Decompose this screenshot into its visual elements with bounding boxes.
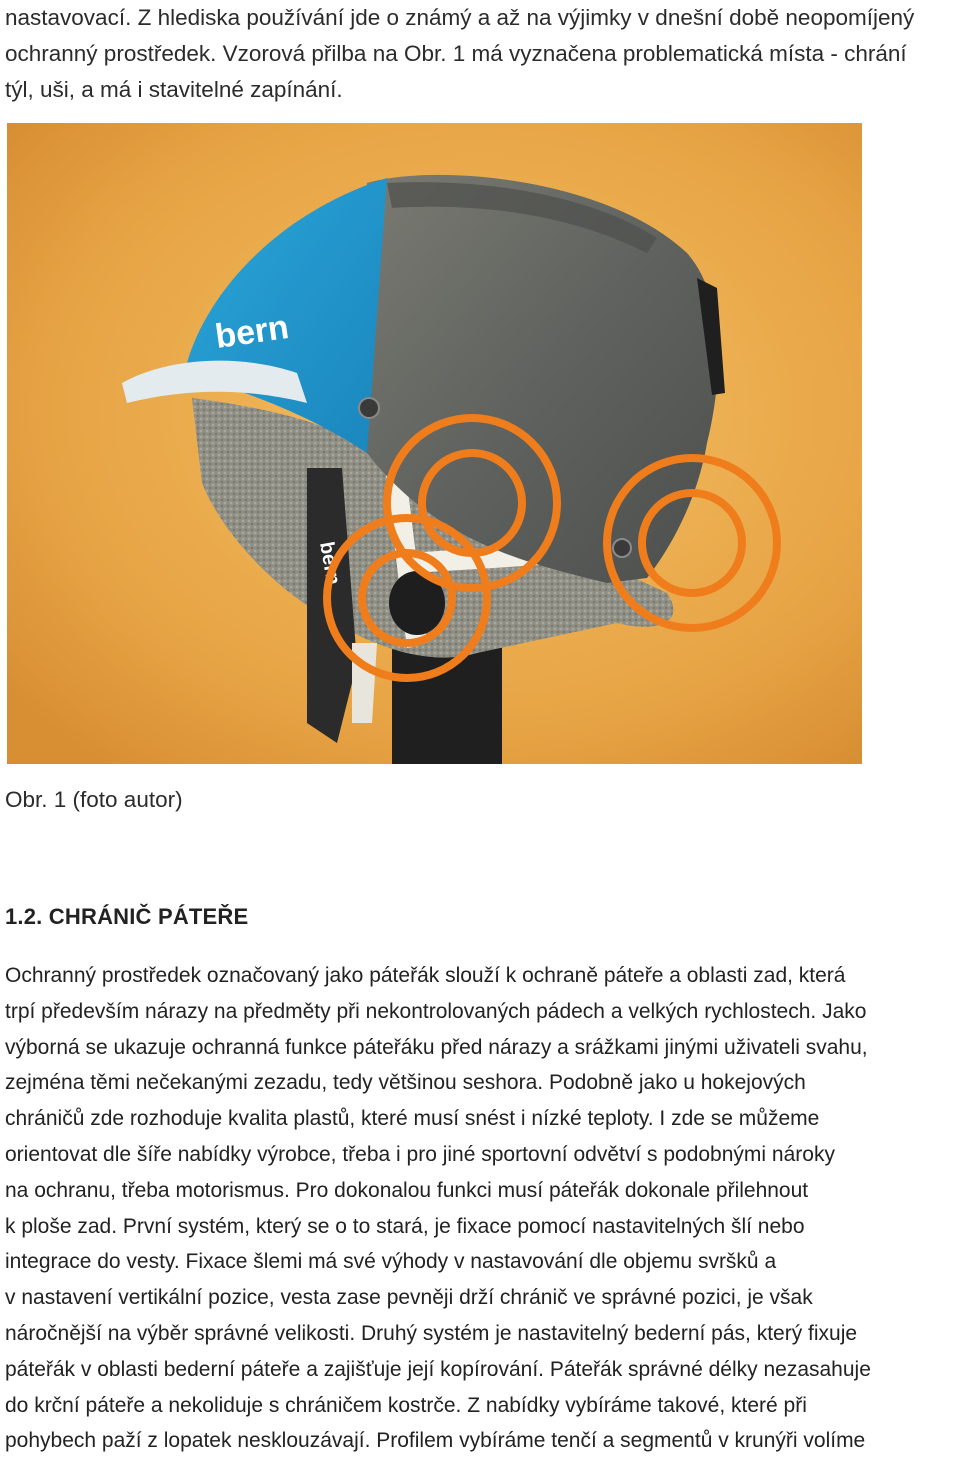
paragraph-line: integrace do vesty. Fixace šlemi má své výhody v nastavování dle objemu svršků a [5, 1250, 777, 1274]
svg-text:bern: bern [315, 540, 345, 587]
paragraph-line: páteřák v oblasti bederní páteře a zajišťuje její kopírování. Páteřák správné délky nezasahuje [5, 1357, 871, 1381]
intro-paragraph [5, 0, 955, 108]
paragraph-line: pohybech paží z lopatek nesklouzávají. Profilem vybíráme tenčí a segmentů v krunýři volíme [5, 1429, 866, 1453]
paragraph-line: na ochranu, třeba motorismus. Pro dokonalou funkci musí páteřák dokonale přilehnout [5, 1178, 809, 1202]
section-paragraph [5, 958, 960, 1459]
paragraph-line: do krční páteře a nekoliduje s chráničem kostrče. Z nabídky vybíráme takové, které při [5, 1393, 807, 1417]
helmet-photo [7, 123, 862, 764]
section-heading: 1.2. CHRÁNIČ PÁTEŘE [5, 904, 249, 929]
paragraph-line: náročnější na výběr správné velikosti. Druhý systém je nastavitelný bederní pás, který fixuje [5, 1321, 858, 1345]
paragraph-line: chráničů zde rozhoduje kvalita plastů, které musí snést i nízké teploty. I zde se můžeme [5, 1107, 820, 1131]
paragraph-line: výborná se ukazuje ochranná funkce páteřáku před nárazy a srážkami jinými uživateli svahu, [5, 1035, 868, 1059]
brand-logo: bern [212, 308, 292, 356]
stand-pole [392, 643, 502, 764]
paragraph-line: v nastavení vertikální pozice, vesta zase pevněji drží chránič ve správné pozici, je však [5, 1286, 813, 1310]
paragraph-line: trpí především nárazy na předměty při nekontrolovaných pádech a velkých rychlostech. Jako [5, 999, 867, 1023]
paragraph-line: Ochranný prostředek označovaný jako páteřák slouží k ochraně páteře a oblasti zad, která [5, 964, 846, 987]
paragraph-line: zejména těmi nečekanými zezadu, tedy většinou seshora. Podobně jako u hokejových [5, 1071, 806, 1095]
rivet [613, 539, 631, 557]
rivet [359, 398, 379, 418]
intro-line: ochranný prostředek. Vzorová přilba na Obr. 1 má vyznačena problematická místa - chrání [5, 41, 907, 66]
paragraph-line: k ploše zad. První systém, který se o to stará, je fixace pomocí nastavitelných šlí nebo [5, 1214, 805, 1238]
intro-line: nastavovací. Z hlediska používání jde o známý a až na výjimky v dnešní době neopomíjený [5, 5, 915, 30]
figure-caption: Obr. 1 (foto autor) [5, 787, 183, 812]
intro-line: týl, uši, a má i stavitelné zapínání. [5, 77, 343, 102]
paragraph-line: orientovat dle šíře nabídky výrobce, třeba i pro jiné sportovní odvětví s podobnými nároky [5, 1142, 835, 1166]
